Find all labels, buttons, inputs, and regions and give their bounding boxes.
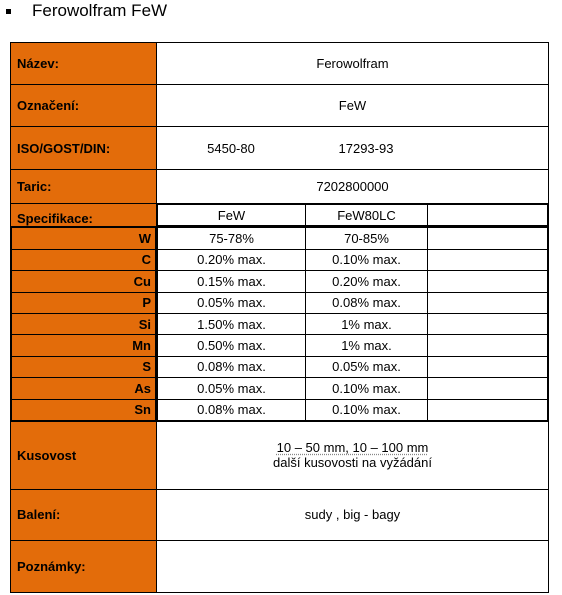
composition-row	[158, 313, 548, 334]
iso-value-1: 5450-80	[207, 140, 255, 156]
oznaceni-value: FeW	[157, 85, 549, 127]
element-symbol: Cu	[12, 271, 156, 292]
row-taric	[11, 170, 549, 204]
grade-header	[157, 204, 548, 226]
grade-2-value: 1% max.	[306, 335, 428, 356]
grade-2-value: 0.20% max.	[306, 271, 428, 292]
poznamky-value	[157, 540, 549, 592]
document-heading	[4, 0, 167, 22]
element-symbols	[11, 227, 157, 422]
nazev-value: Ferowolfram	[157, 43, 549, 85]
kusovost-line-1: 10 – 50 mm, 10 – 100 mm	[276, 440, 429, 456]
empty-cell	[428, 271, 548, 292]
grade-2: FeW80LC	[306, 205, 428, 226]
composition-row	[158, 356, 548, 377]
composition-row	[158, 228, 548, 249]
grade-2-value: 0.05% max.	[306, 356, 428, 377]
specification-table	[10, 42, 549, 593]
specifikace-grades	[157, 204, 549, 227]
empty-cell	[428, 356, 548, 377]
grade-1-value: 0.05% max.	[158, 378, 306, 399]
iso-values	[157, 127, 549, 170]
element-symbol: As	[12, 378, 156, 399]
kusovost-value	[157, 421, 549, 489]
empty-cell	[428, 399, 548, 420]
composition-row	[158, 399, 548, 420]
nazev-label: Název:	[11, 43, 157, 85]
element-values	[157, 227, 549, 422]
composition-row	[158, 335, 548, 356]
bullet-icon	[6, 9, 11, 14]
element-symbol: P	[12, 292, 156, 313]
empty-cell	[428, 292, 548, 313]
grade-1-value: 0.20% max.	[158, 249, 306, 270]
grade-2-value: 70-85%	[306, 228, 428, 249]
grade-1-value: 0.15% max.	[158, 271, 306, 292]
composition-row	[158, 292, 548, 313]
composition-values	[157, 227, 548, 421]
symbol-list	[11, 227, 156, 421]
element-symbol: Si	[12, 313, 156, 334]
kusovost-label: Kusovost	[11, 421, 157, 489]
grade-2-value: 0.10% max.	[306, 378, 428, 399]
row-nazev	[11, 43, 549, 85]
iso-value-2: 17293-93	[338, 140, 394, 156]
composition-row	[158, 271, 548, 292]
taric-label: Taric:	[11, 170, 157, 204]
grade-1-value: 0.08% max.	[158, 399, 306, 420]
element-symbol: S	[12, 356, 156, 377]
iso-label: ISO/GOST/DIN:	[11, 127, 157, 170]
grade-2-value: 1% max.	[306, 313, 428, 334]
element-symbol: W	[12, 228, 156, 249]
grade-1-value: 1.50% max.	[158, 313, 306, 334]
element-symbol: Sn	[12, 399, 156, 420]
grade-2-value: 0.10% max.	[306, 249, 428, 270]
kusovost-line-2: další kusovosti na vyžádání	[273, 455, 432, 471]
empty-cell	[428, 313, 548, 334]
grade-1-value: 0.05% max.	[158, 292, 306, 313]
composition-row	[158, 378, 548, 399]
empty-cell	[428, 228, 548, 249]
grade-1-value: 0.50% max.	[158, 335, 306, 356]
grade-1-value: 75-78%	[158, 228, 306, 249]
taric-value: 7202800000	[157, 170, 549, 204]
row-baleni	[11, 489, 549, 540]
grade-2-value: 0.08% max.	[306, 292, 428, 313]
specifikace-label: Specifikace:	[11, 204, 157, 227]
row-kusovost	[11, 421, 549, 489]
poznamky-label: Poznámky:	[11, 540, 157, 592]
row-poznamky	[11, 540, 549, 592]
grade-1: FeW	[158, 205, 306, 226]
empty-cell	[428, 249, 548, 270]
element-symbol: C	[12, 249, 156, 270]
oznaceni-label: Označení:	[11, 85, 157, 127]
baleni-label: Balení:	[11, 489, 157, 540]
row-composition	[11, 227, 549, 422]
grade-2-value: 0.10% max.	[306, 399, 428, 420]
row-oznaceni	[11, 85, 549, 127]
empty-cell	[428, 378, 548, 399]
baleni-value: sudy , big - bagy	[157, 489, 549, 540]
composition-row	[158, 249, 548, 270]
element-symbol: Mn	[12, 335, 156, 356]
grade-empty	[428, 205, 548, 226]
empty-cell	[428, 335, 548, 356]
row-iso	[11, 127, 549, 170]
grade-1-value: 0.08% max.	[158, 356, 306, 377]
row-specifikace	[11, 204, 549, 227]
heading-text: Ferowolfram FeW	[32, 1, 168, 20]
